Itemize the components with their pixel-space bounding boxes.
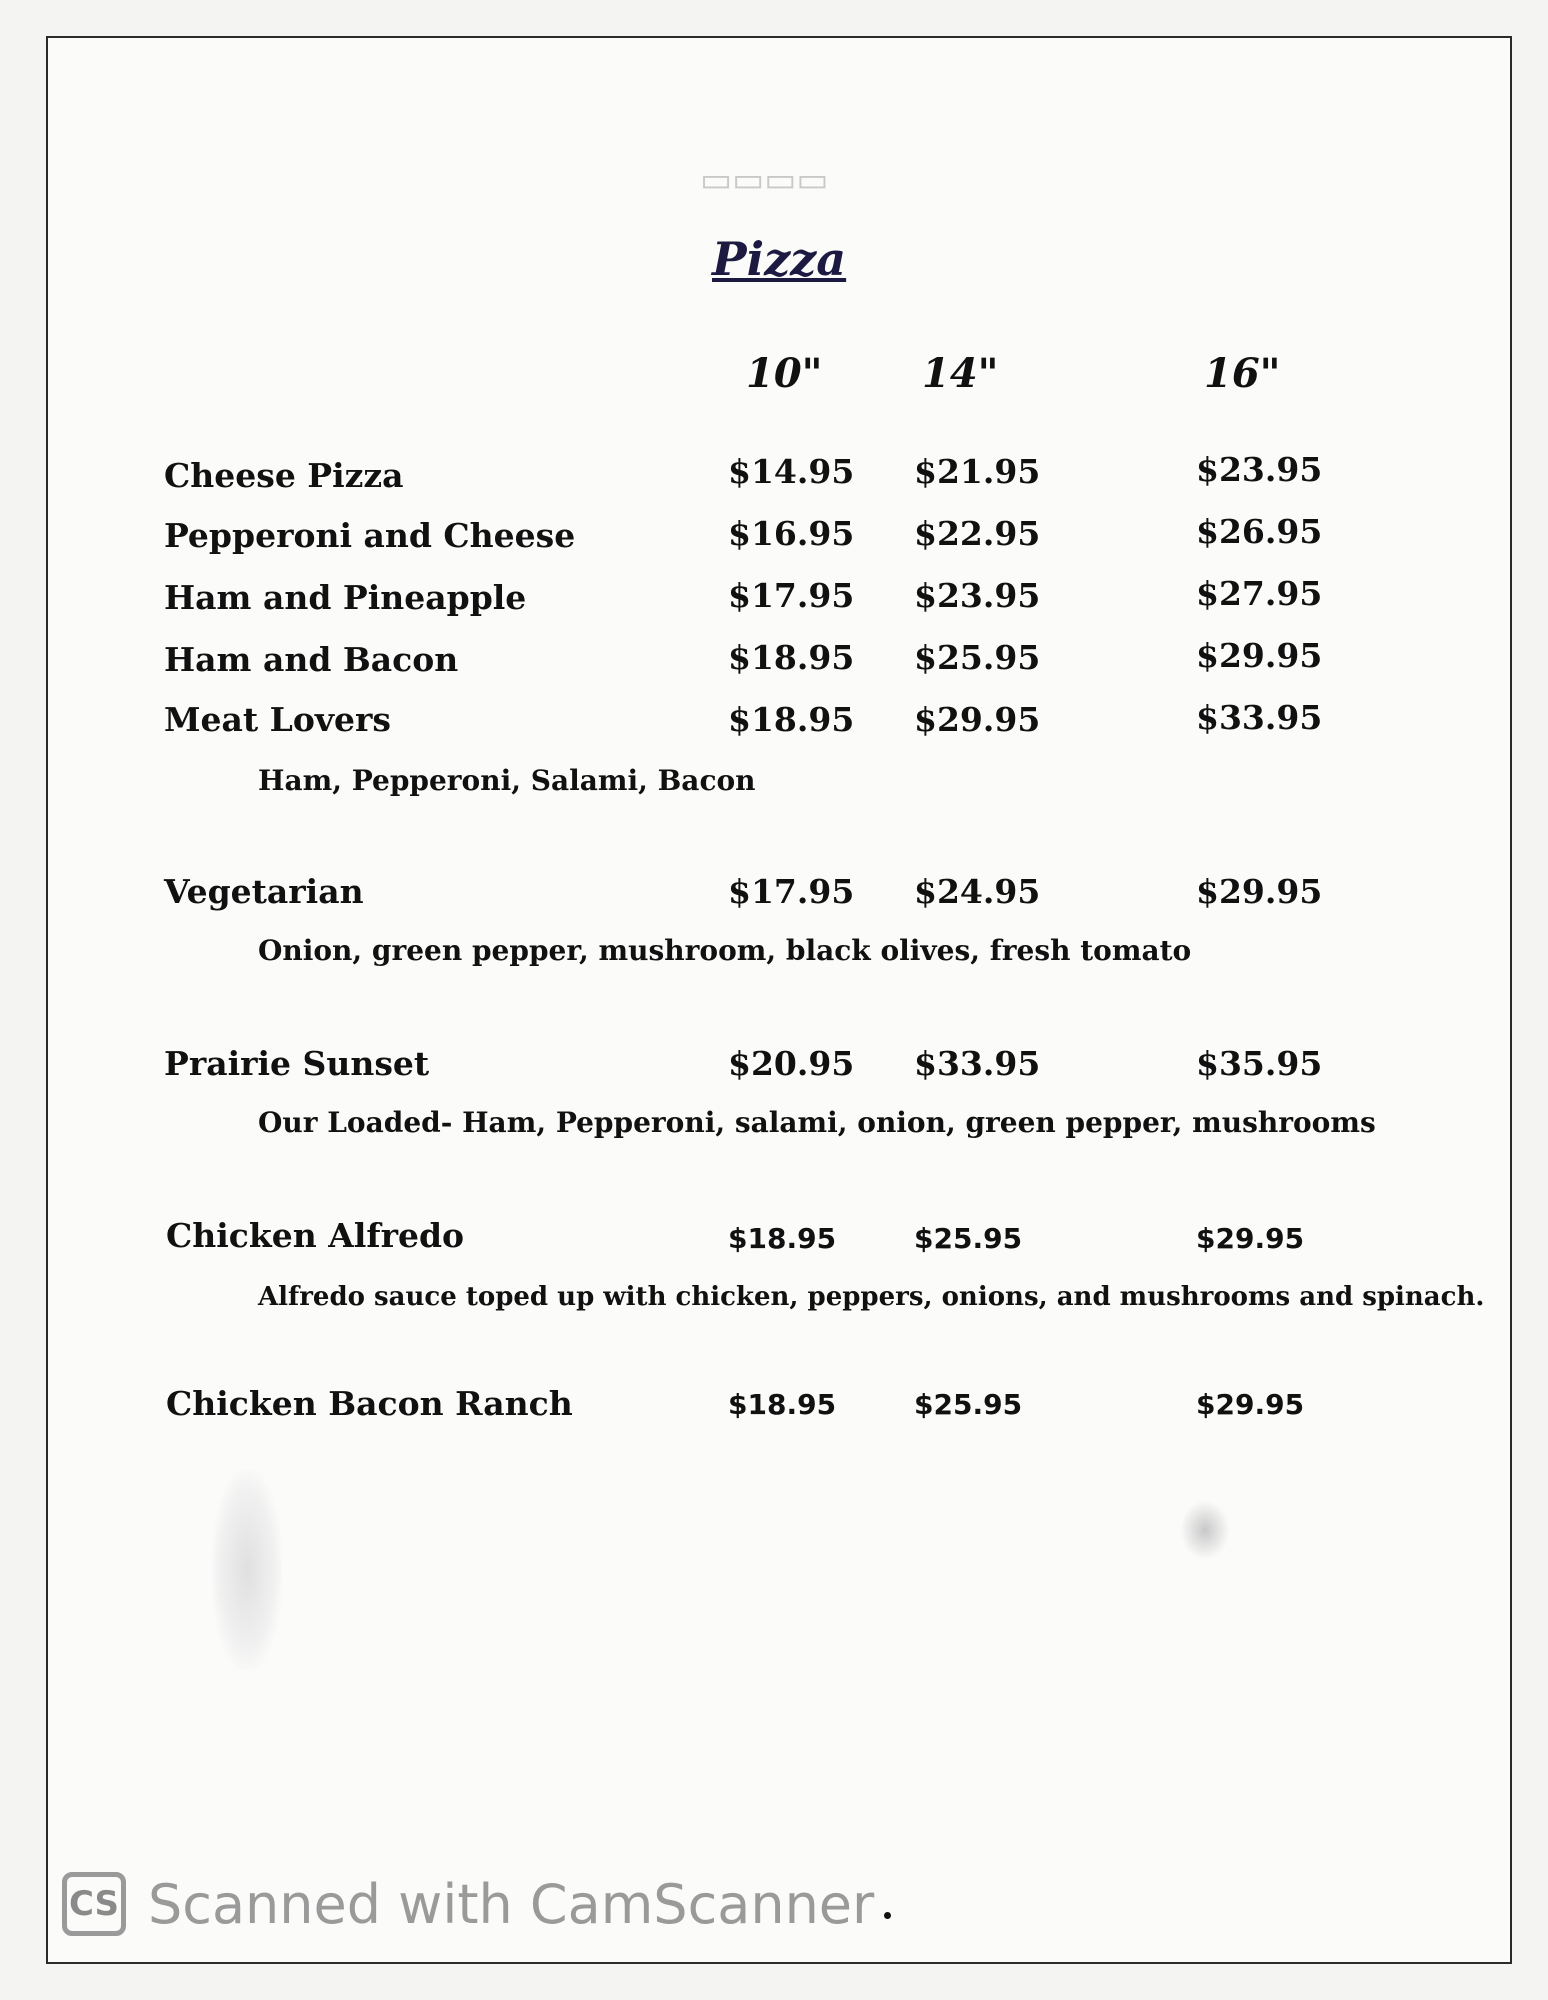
- menu-item-name: Meat Lovers: [164, 700, 391, 739]
- watermark-text: Scanned with CamScanner: [148, 1872, 875, 1936]
- price-10: $18.95: [728, 1388, 837, 1421]
- price-14: $24.95: [914, 872, 1041, 911]
- price-16: $23.95: [1196, 450, 1323, 489]
- price-16: $26.95: [1196, 512, 1323, 551]
- price-16: $27.95: [1196, 574, 1323, 613]
- price-10: $18.95: [728, 638, 855, 677]
- menu-item-name: Cheese Pizza: [164, 456, 404, 495]
- price-10: $17.95: [728, 872, 855, 911]
- price-14: $21.95: [914, 452, 1041, 491]
- price-10: $17.95: [728, 576, 855, 615]
- size-header-10: 10": [746, 350, 823, 397]
- price-14: $25.95: [914, 1222, 1023, 1255]
- price-14: $23.95: [914, 576, 1041, 615]
- menu-item-name: Chicken Bacon Ranch: [166, 1384, 573, 1423]
- price-14: $22.95: [914, 514, 1041, 553]
- price-16: $29.95: [1196, 636, 1323, 675]
- price-10: $18.95: [728, 1222, 837, 1255]
- menu-item-description: Our Loaded- Ham, Pepperoni, salami, onion, green pepper, mushrooms: [258, 1106, 1376, 1139]
- menu-item-description: Ham, Pepperoni, Salami, Bacon: [258, 764, 756, 797]
- menu-item-name: Vegetarian: [164, 872, 364, 911]
- price-14: $25.95: [914, 638, 1041, 677]
- menu-item-name: Pepperoni and Cheese: [164, 516, 576, 555]
- price-14: $29.95: [914, 700, 1041, 739]
- menu-page: [46, 36, 1512, 1964]
- price-10: $14.95: [728, 452, 855, 491]
- menu-item-description: Onion, green pepper, mushroom, black olives, fresh tomato: [258, 934, 1192, 967]
- menu-item-description: Alfredo sauce toped up with chicken, peppers, onions, and mushrooms and spinach.: [258, 1282, 1485, 1312]
- bleed-through-text: ▭▭▭▭: [700, 160, 829, 200]
- price-14: $25.95: [914, 1388, 1023, 1421]
- menu-item-name: Ham and Bacon: [164, 640, 459, 679]
- page-title: Pizza: [712, 232, 847, 286]
- price-16: $29.95: [1196, 1388, 1305, 1421]
- price-10: $18.95: [728, 700, 855, 739]
- price-16: $29.95: [1196, 872, 1323, 911]
- scan-smudge: [212, 1470, 282, 1670]
- price-10: $20.95: [728, 1044, 855, 1083]
- price-16: $35.95: [1196, 1044, 1323, 1083]
- size-header-14: 14": [922, 350, 999, 397]
- price-10: $16.95: [728, 514, 855, 553]
- camscanner-watermark: [62, 1872, 874, 1936]
- price-16: $33.95: [1196, 698, 1323, 737]
- camscanner-logo-icon: CS: [62, 1872, 126, 1936]
- size-header-16: 16": [1204, 350, 1281, 397]
- scan-dot: [884, 1912, 891, 1919]
- price-14: $33.95: [914, 1044, 1041, 1083]
- menu-item-name: Ham and Pineapple: [164, 578, 527, 617]
- scan-smudge: [1180, 1500, 1230, 1560]
- menu-item-name: Chicken Alfredo: [166, 1216, 465, 1255]
- price-16: $29.95: [1196, 1222, 1305, 1255]
- menu-item-name: Prairie Sunset: [164, 1044, 430, 1083]
